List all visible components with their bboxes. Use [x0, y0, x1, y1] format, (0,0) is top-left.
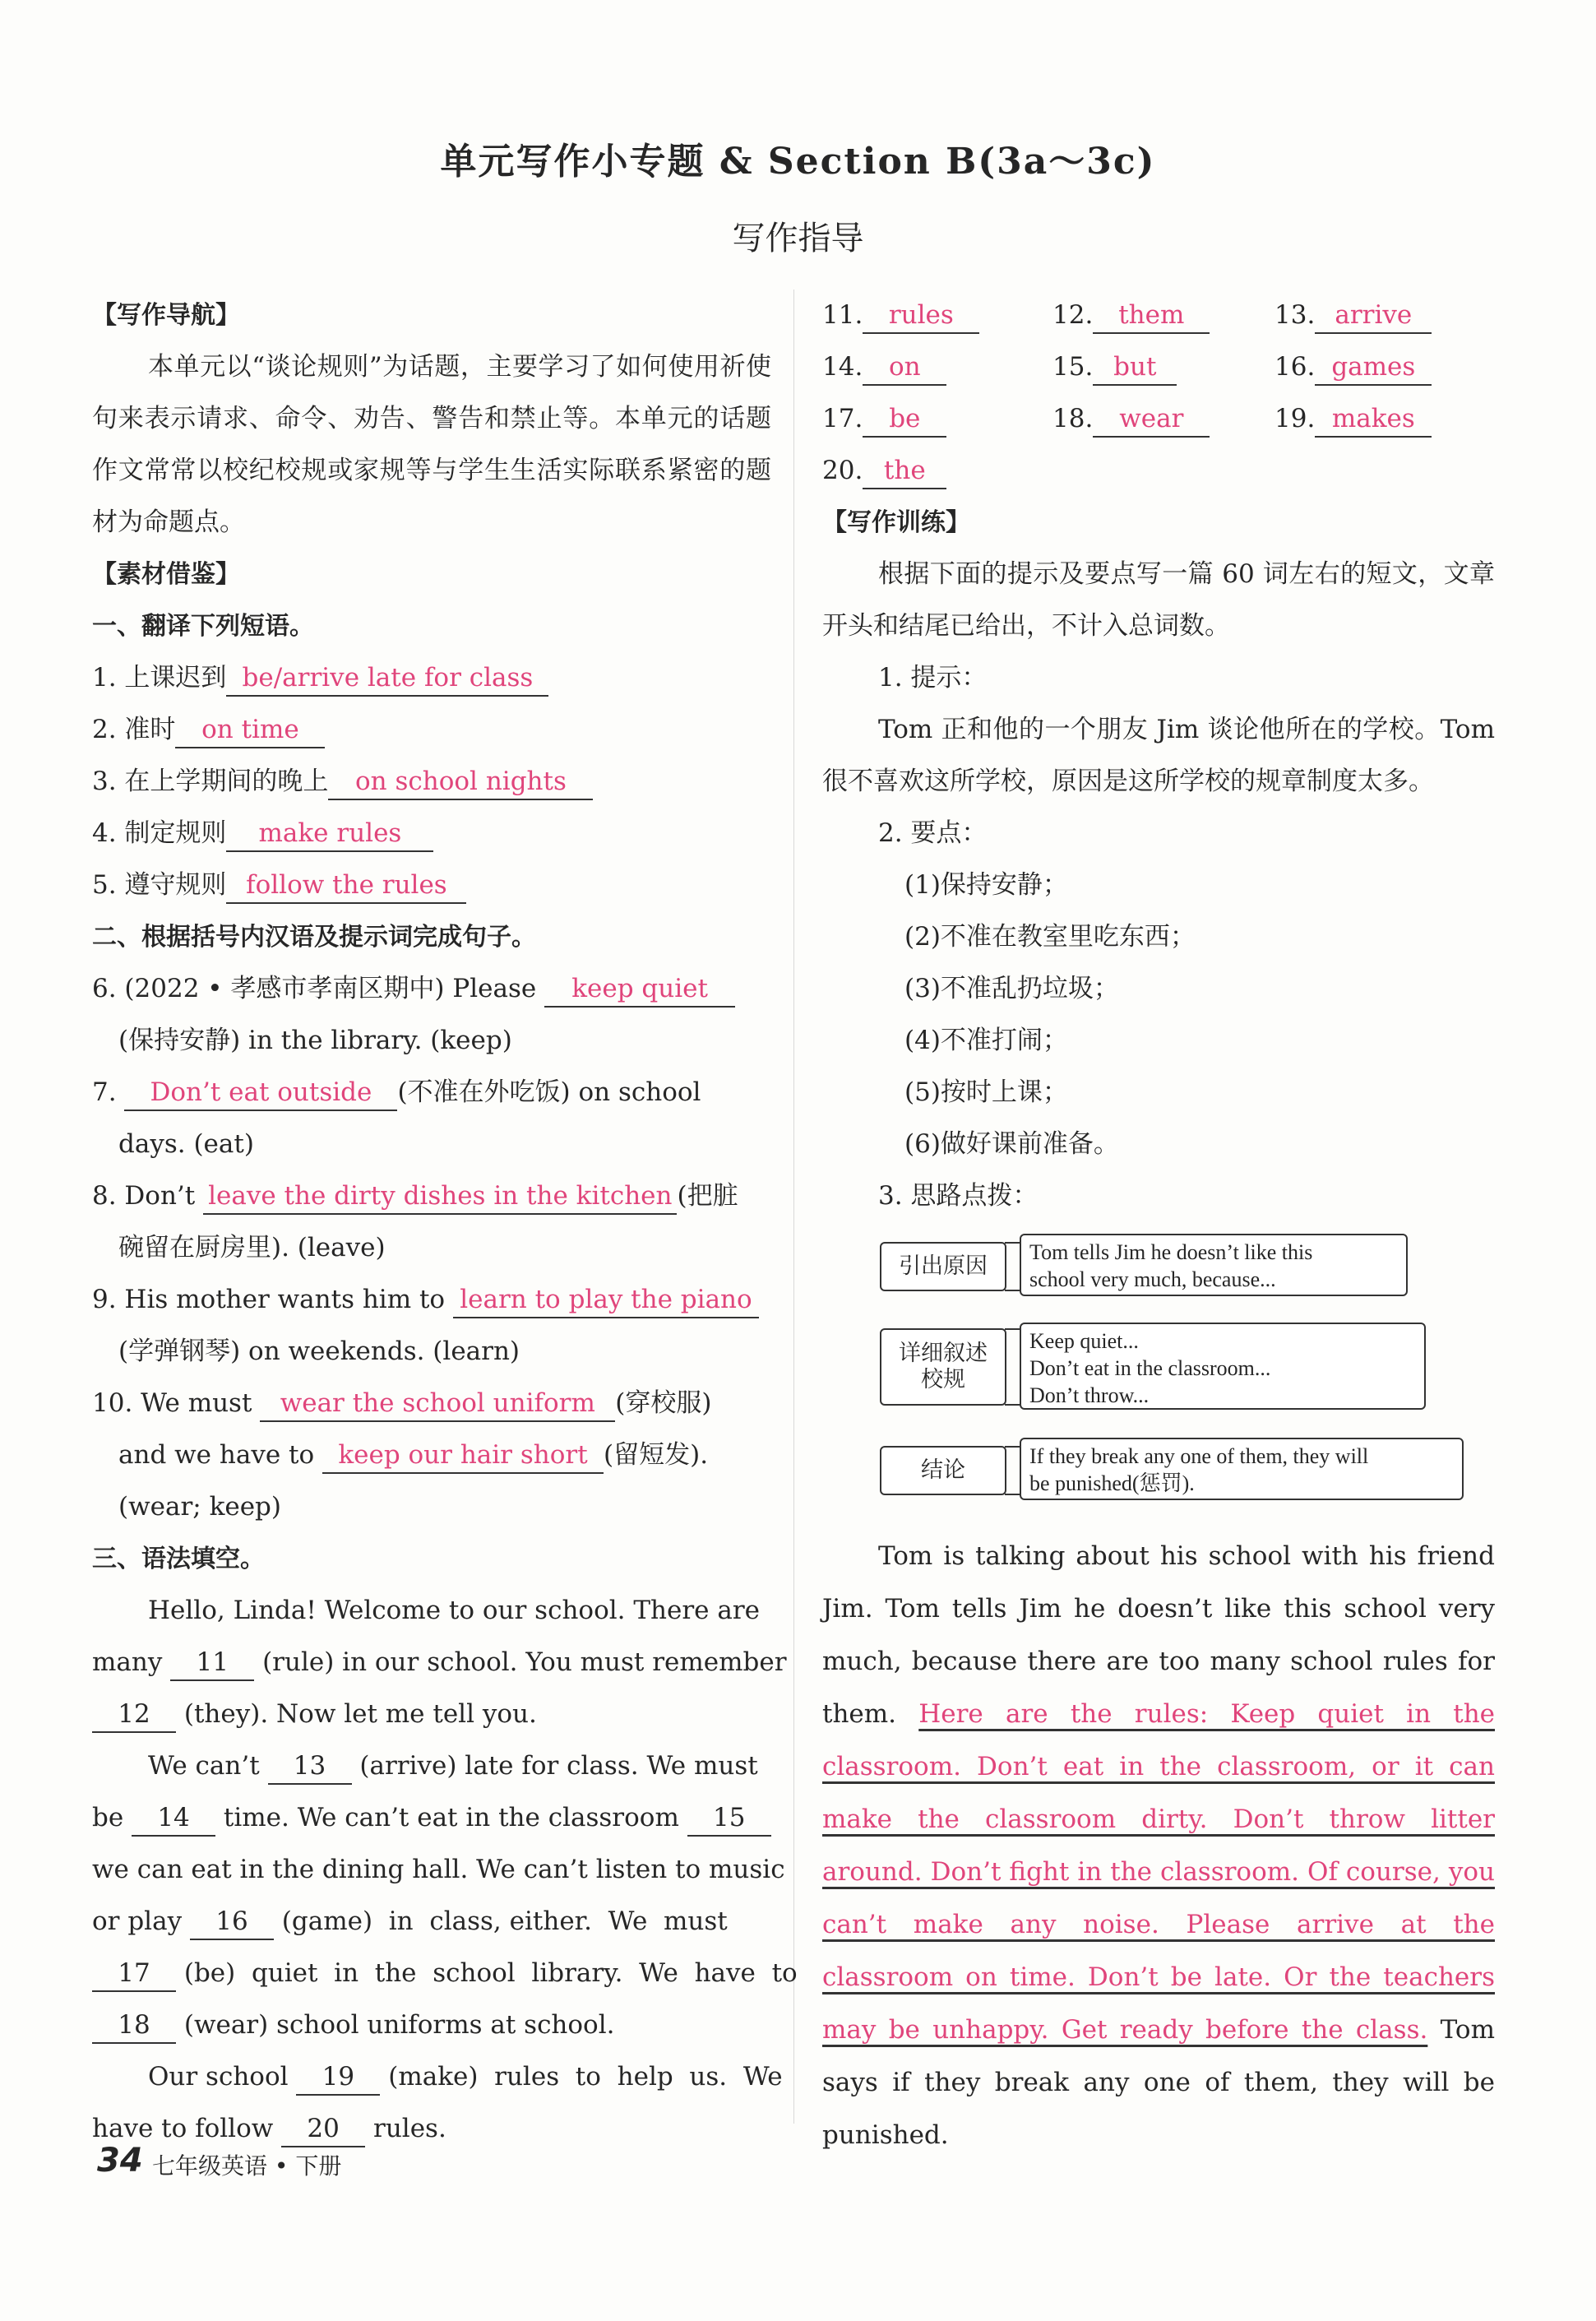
answer-blank: Don’t eat outside [124, 1075, 397, 1111]
flow-text-rules: Keep quiet... Don’t eat in the classroom... Don’t throw... [1020, 1323, 1426, 1410]
part1-heading: 一、翻译下列短语。 [92, 612, 314, 641]
answer-item: 19. makes [1274, 393, 1495, 445]
nav-heading: 【写作导航】 [92, 301, 240, 330]
flow-bracket [1005, 1328, 1021, 1406]
left-column: 【写作导航】 本单元以“谈论规则”为话题，主要学习了如何使用祈使句来表示请求、命令、劝告、警告和禁止等。本单元的话题作文常常以校纪校规或家规等与学生生活实际联系紧密的题材为命题点。 【素材借鉴】 一、翻译下列短语。 1. 上课迟到 be/arrive late for class 2. 准时 on time 3. 在上学期间的晚上 on school nights 4. 制定规则 make rules 5. 遵守规则 follow the rules 二、根据括号内汉语及提示词完成句子。 6. (2022 • 孝感市孝南区期中) Please keep quiet (保持安静) in the library. (keep) 7. Don’t eat outside (不准在外吃饭) on school days. (eat) 8. Don’t leave the dirty dishes in the kitchen (把脏 碗留在厨房里). (leave) 9. His mother wants him to learn to play the piano (学弹钢琴) on weekends. (learn) 10. We must wear the school uniform (穿校服) and we have to keep our hair short (留短发). (wear; keep) 三、语法填空。 Hello, Linda! Welcome to our school. There are many 11 (rule) in our school. You must remember 12 (they). Now let me tell you. We can’t 13 (arrive) late for class. We must be 14 time. We can’t eat in the classroom 15 we can eat in the dining hall. We can’t listen to music or play 16 (game) in class, either. We must 17 (be) quiet in the school library. We have to 18 (wear) school uniforms at school. Our school 19 (make) rules to help us. We have to follow 20 rules. [92, 290, 771, 2155]
point-item: (2)不准在教室里吃东西； [904, 922, 1196, 952]
point-item: (3)不准乱扔垃圾； [904, 974, 1119, 1003]
cloze-line: or play 16 (game) in class, either. We must [92, 1896, 771, 1948]
cloze-line: many 11 (rule) in our school. You must remember [92, 1637, 771, 1689]
cloze-line: 18 (wear) school uniforms at school. [92, 1999, 771, 2051]
hint-text: Tom 正和他的一个朋友 Jim 谈论他所在的学校。Tom 很不喜欢这所学校，原因是这所学校的规章制度太多。 [822, 715, 1495, 796]
cloze-line: we can eat in the dining hall. We can’t listen to music [92, 1855, 785, 1884]
answer-item: 17. be [822, 393, 1052, 445]
phrase-item: 3. 在上学期间的晚上 on school nights [92, 756, 771, 808]
sentence-6: 6. (2022 • 孝感市孝南区期中) Please keep quiet [92, 963, 771, 1015]
book-title: 七年级英语 • 下册 [152, 2152, 342, 2180]
answer-item: 14. on [822, 341, 1052, 393]
hint-label: 1. 提示： [878, 663, 988, 693]
flow-box-conclusion: 结论 [880, 1446, 1006, 1495]
page-title: 单元写作小专题 & Section B(3a～3c) [440, 141, 1156, 183]
essay-end: Tom says if they break any one of them, they will be punished. [822, 2015, 1495, 2150]
column-divider [793, 290, 794, 2124]
answer-blank: wear the school uniform [260, 1386, 615, 1422]
train-intro: 根据下面的提示及要点写一篇 60 词左右的短文，文章开头和结尾已给出，不计入总词数。 [822, 559, 1495, 641]
flow-bracket [1005, 1446, 1021, 1495]
cloze-line: Our school 19 (make) rules to help us. We [92, 2051, 771, 2103]
train-heading: 【写作训练】 [822, 508, 970, 537]
answer-item: 15. but [1052, 341, 1274, 393]
essay [822, 1530, 1495, 2161]
cloze-line: 17 (be) quiet in the school library. We have to [92, 1948, 771, 1999]
answer-blank: make rules [226, 816, 433, 852]
section-subtitle: 写作指导 [732, 220, 864, 257]
point-item: (1)保持安静； [904, 870, 1068, 900]
answer-blank: keep our hair short [322, 1438, 604, 1474]
answer-item: 18. wear [1052, 393, 1274, 445]
essay-answer: Here are the rules: Keep quiet in the classroom. Don’t eat in the classroom, or it can make the classroom dirty. Don’t throw litter around. Don’t fight in the classroom. Of course, you can’t make any noise. Please arrive at the classroom on time. Don’t be late. Or the teachers may be unhappy. Get ready before the class. [822, 1699, 1495, 2045]
nav-text: 本单元以“谈论规则”为话题，主要学习了如何使用祈使句来表示请求、命令、劝告、警告和禁止等。本单元的话题作文常常以校纪校规或家规等与学生生活实际联系紧密的题材为命题点。 [92, 352, 771, 537]
answer-blank: learn to play the piano [453, 1282, 759, 1318]
right-column [822, 290, 1495, 2161]
phrase-item: 2. 准时 on time [92, 704, 771, 756]
point-item: (4)不准打闹； [904, 1026, 1068, 1055]
answer-grid [822, 290, 1495, 497]
answer-item: 13. arrive [1274, 290, 1495, 341]
essay-start: Tom is talking about his school with his friend Jim. Tom tells Jim he doesn’t like this school very much, because there are too many school rules for them. [822, 1541, 1495, 1729]
phrase-item: 5. 遵守规则 follow the rules [92, 859, 771, 911]
answer-blank: on time [175, 712, 325, 748]
cloze-line: Hello, Linda! Welcome to our school. There are [148, 1596, 761, 1625]
sentence-10: 10. We must wear the school uniform (穿校服) [92, 1378, 771, 1429]
cloze-line: have to follow 20 rules. [92, 2103, 771, 2155]
material-heading: 【素材借鉴】 [92, 560, 240, 589]
ideas-label: 3. 思路点拨： [878, 1181, 1039, 1211]
answer-blank: follow the rules [226, 868, 466, 904]
part2-heading: 二、根据括号内汉语及提示词完成句子。 [92, 923, 536, 952]
answer-item: 11. rules [822, 290, 1052, 341]
cloze-line: 12 (they). Now let me tell you. [92, 1689, 771, 1740]
answer-blank: on school nights [328, 764, 593, 800]
answer-blank: keep quiet [544, 971, 735, 1008]
sentence-9: 9. His mother wants him to learn to play the piano [92, 1274, 771, 1326]
cloze-line: We can’t 13 (arrive) late for class. We must [92, 1740, 771, 1792]
sentence-8: 8. Don’t leave the dirty dishes in the kitchen (把脏 [92, 1170, 771, 1222]
flow-text-conclusion: If they break any one of them, they will be punished(惩罚). [1020, 1438, 1464, 1500]
answer-blank: leave the dirty dishes in the kitchen [203, 1179, 677, 1215]
page-number: 34 [97, 2142, 143, 2180]
flow-box-rules: 详细叙述 校规 [880, 1328, 1006, 1406]
flow-box-reason: 引出原因 [880, 1242, 1006, 1291]
part3-heading: 三、语法填空。 [92, 1545, 265, 1573]
flow-text-reason: Tom tells Jim he doesn’t like this school very much, because... [1020, 1234, 1408, 1296]
answer-item: 12. them [1052, 290, 1274, 341]
answer-item: 20. the [822, 445, 1052, 497]
phrase-item: 1. 上课迟到 be/arrive late for class [92, 652, 771, 704]
flow-diagram [822, 1225, 1495, 1530]
cloze-line: be 14 time. We can’t eat in the classroom 15 [92, 1792, 771, 1844]
answer-blank: be/arrive late for class [226, 660, 548, 697]
sentence-7: 7. Don’t eat outside (不准在外吃饭) on school [92, 1067, 771, 1119]
answer-item: 16. games [1274, 341, 1495, 393]
points-label: 2. 要点： [878, 818, 988, 848]
phrase-item: 4. 制定规则 make rules [92, 808, 771, 859]
point-item: (5)按时上课； [904, 1077, 1068, 1107]
flow-bracket [1005, 1242, 1021, 1291]
point-item: (6)做好课前准备。 [904, 1129, 1119, 1159]
